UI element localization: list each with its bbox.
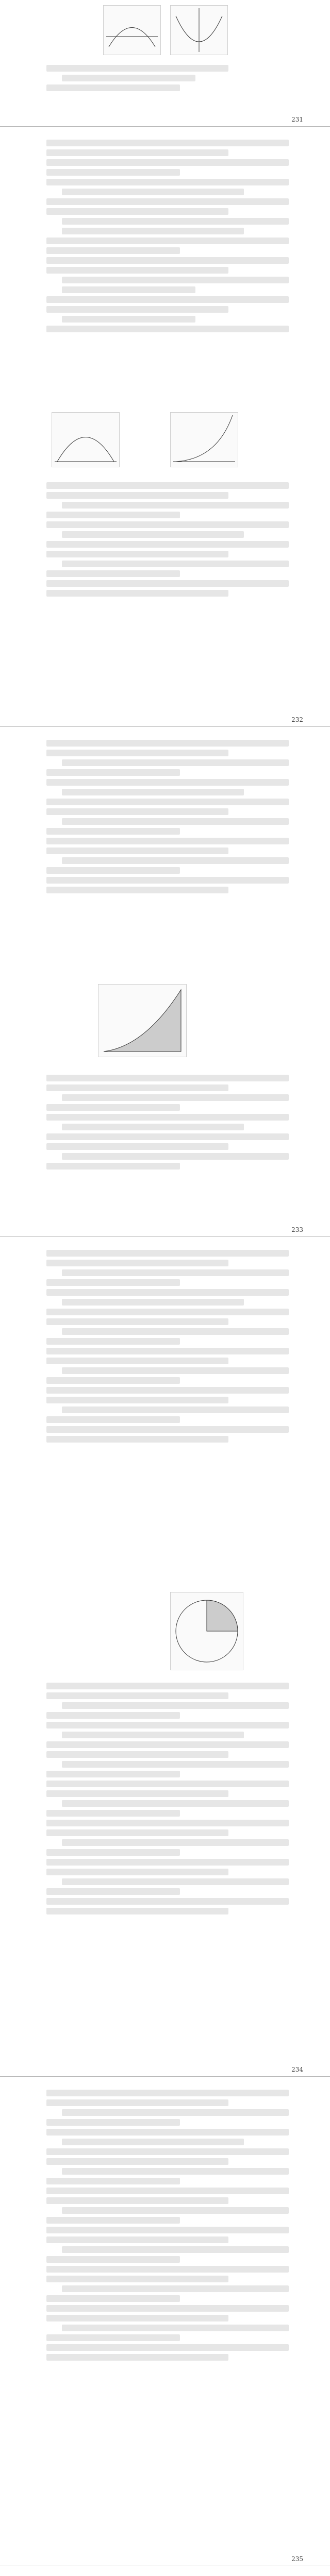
page-divider: [0, 2076, 330, 2077]
page-number: 232: [291, 716, 303, 723]
content-block-7: [46, 1680, 289, 1918]
content-block-8: [46, 2087, 289, 2364]
content-block-1: [46, 62, 289, 94]
content-block-4: [46, 737, 289, 896]
page-number: 235: [291, 2555, 303, 2563]
figure-top-right: [170, 5, 228, 55]
page-divider: [0, 1236, 330, 1237]
figure-mid-left: [52, 412, 120, 467]
figure-top-left: [103, 5, 161, 55]
page-divider: [0, 126, 330, 127]
content-block-3: [46, 479, 289, 600]
page-number: 233: [291, 1226, 303, 1233]
page-number: 234: [291, 2066, 303, 2073]
page-number: 231: [291, 116, 303, 123]
figure-mid-right: [170, 412, 238, 467]
page-divider: [0, 726, 330, 727]
content-block-2: [46, 137, 289, 335]
figure-shaded-curve: [98, 984, 187, 1057]
figure-circle-region: [170, 1592, 243, 1670]
content-block-6: [46, 1247, 289, 1446]
content-block-5: [46, 1072, 289, 1173]
